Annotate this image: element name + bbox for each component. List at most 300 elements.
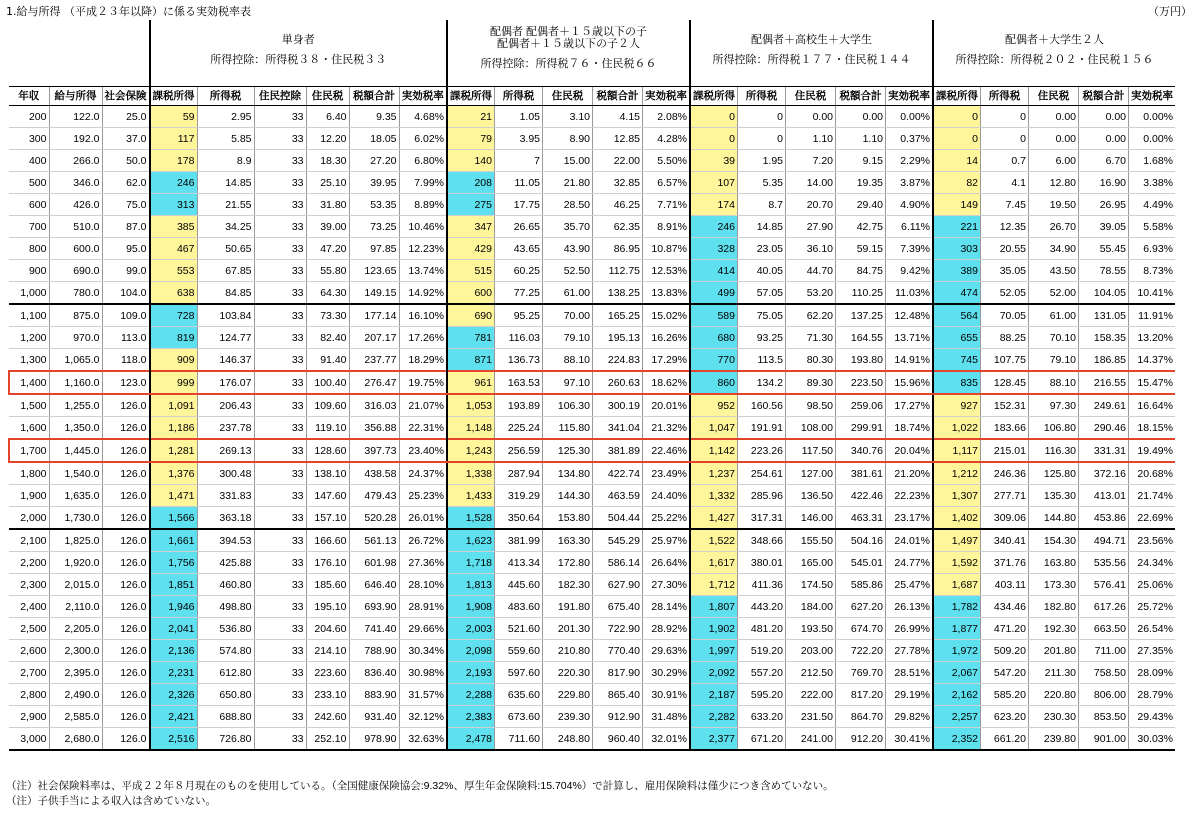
footnote: （注）社会保険料率は、平成２２年８月現在のものを使用している。（全国健康保険協会:9.32%、厚生年金保険料:15.704%）で計算し、雇用保険料は僅少につき含めていない。: [6, 780, 834, 792]
table-cell: 192.0: [49, 128, 102, 150]
table-cell: 521.60: [495, 618, 543, 640]
table-cell: 559.60: [495, 640, 543, 662]
table-cell: 700: [9, 216, 49, 238]
table-cell: 328: [690, 238, 738, 260]
table-cell: 1,972: [933, 640, 981, 662]
table-cell: 661.20: [981, 728, 1029, 751]
table-cell: 107: [690, 172, 738, 194]
table-cell: 31.80: [306, 194, 349, 216]
table-cell: 95.25: [495, 304, 543, 327]
table-cell: 467: [150, 238, 198, 260]
table-cell: 1,148: [447, 417, 495, 440]
table-row: [9, 728, 1175, 751]
table-cell: 350.64: [495, 507, 543, 530]
table-cell: 25.22%: [643, 507, 691, 530]
table-cell: 1.95: [738, 150, 786, 172]
table-cell: 8.9: [197, 150, 254, 172]
table-cell: 78.55: [1079, 260, 1129, 282]
table-cell: 137.25: [836, 304, 886, 327]
table-cell: 300: [9, 128, 49, 150]
table-cell: 126.0: [102, 417, 150, 440]
table-cell: 650.80: [197, 684, 254, 706]
table-cell: 1,813: [447, 574, 495, 596]
table-cell: 912.20: [836, 728, 886, 751]
table-cell: 381.89: [593, 439, 643, 462]
table-cell: 6.11%: [886, 216, 934, 238]
table-cell: 125.30: [543, 439, 593, 462]
table-cell: 176.07: [197, 371, 254, 394]
table-cell: 17.75: [495, 194, 543, 216]
table-cell: 19.49%: [1129, 439, 1176, 462]
table-cell: 22.00: [593, 150, 643, 172]
column-header: 税額合計: [593, 87, 643, 106]
table-cell: 2,136: [150, 640, 198, 662]
table-cell: 32.85: [593, 172, 643, 194]
table-cell: 23.49%: [643, 462, 691, 485]
table-cell: 126.0: [102, 574, 150, 596]
table-cell: 106.30: [543, 394, 593, 417]
table-cell: 1,160.0: [49, 371, 102, 394]
table-cell: 2.95: [197, 106, 254, 128]
table-cell: 117: [150, 128, 198, 150]
table-cell: 29.82%: [886, 706, 934, 728]
table-cell: 24.34%: [1129, 552, 1176, 574]
table-cell: 216.55: [1079, 371, 1129, 394]
table-cell: 2,490.0: [49, 684, 102, 706]
table-cell: 33: [254, 439, 306, 462]
table-cell: 254.61: [738, 462, 786, 485]
table-cell: 1,300: [9, 349, 49, 372]
table-cell: 25.0: [102, 106, 150, 128]
group-header-single: [150, 20, 448, 87]
table-cell: 113.5: [738, 349, 786, 372]
column-header: 税額合計: [349, 87, 399, 106]
table-cell: 184.00: [786, 596, 836, 618]
table-cell: 19.75%: [399, 371, 447, 394]
table-cell: 12.80: [1029, 172, 1079, 194]
table-cell: 547.20: [981, 662, 1029, 684]
table-row: [9, 327, 1175, 349]
table-cell: 224.83: [593, 349, 643, 372]
table-cell: 33: [254, 728, 306, 751]
table-cell: 1,782: [933, 596, 981, 618]
table-cell: 1,100: [9, 304, 49, 327]
table-cell: 152.31: [981, 394, 1029, 417]
group-title: [450, 26, 687, 50]
table-cell: 239.80: [1029, 728, 1079, 751]
table-cell: 853.50: [1079, 706, 1129, 728]
table-cell: 174.50: [786, 574, 836, 596]
table-cell: 1,338: [447, 462, 495, 485]
table-cell: 10.41%: [1129, 282, 1176, 305]
table-cell: 246: [690, 216, 738, 238]
table-cell: 1,997: [690, 640, 738, 662]
table-cell: 82: [933, 172, 981, 194]
table-cell: 287.94: [495, 462, 543, 485]
table-cell: 12.20: [306, 128, 349, 150]
table-cell: 223.60: [306, 662, 349, 684]
table-cell: 7.99%: [399, 172, 447, 194]
table-cell: 564: [933, 304, 981, 327]
table-cell: 875.0: [49, 304, 102, 327]
table-cell: 2,352: [933, 728, 981, 751]
table-row: [9, 349, 1175, 372]
table-cell: 9.35: [349, 106, 399, 128]
table-cell: 1,065.0: [49, 349, 102, 372]
table-cell: 223.26: [738, 439, 786, 462]
table-cell: 43.50: [1029, 260, 1079, 282]
table-cell: 319.29: [495, 485, 543, 507]
table-cell: 33: [254, 238, 306, 260]
table-cell: 479.43: [349, 485, 399, 507]
table-cell: 32.01%: [643, 728, 691, 751]
table-cell: 27.36%: [399, 552, 447, 574]
table-cell: 31.48%: [643, 706, 691, 728]
table-cell: 182.80: [1029, 596, 1079, 618]
table-cell: 138.10: [306, 462, 349, 485]
table-cell: 70.10: [1029, 327, 1079, 349]
table-cell: 300.48: [197, 462, 254, 485]
table-cell: 1,402: [933, 507, 981, 530]
table-cell: 504.16: [836, 529, 886, 552]
table-cell: 1,047: [690, 417, 738, 440]
table-cell: 26.65: [495, 216, 543, 238]
table-cell: 208: [447, 172, 495, 194]
table-cell: 33: [254, 640, 306, 662]
table-cell: 595.20: [738, 684, 786, 706]
table-cell: 574.80: [197, 640, 254, 662]
table-cell: 13.71%: [886, 327, 934, 349]
table-cell: 655: [933, 327, 981, 349]
table-cell: 400: [9, 150, 49, 172]
table-cell: 1,540.0: [49, 462, 102, 485]
table-cell: 536.80: [197, 618, 254, 640]
column-header-row: [9, 87, 1175, 106]
table-cell: 62.35: [593, 216, 643, 238]
table-cell: 389: [933, 260, 981, 282]
table-cell: 445.60: [495, 574, 543, 596]
table-cell: 149: [933, 194, 981, 216]
table-cell: 207.17: [349, 327, 399, 349]
table-cell: 163.80: [1029, 552, 1079, 574]
table-cell: 15.02%: [643, 304, 691, 327]
table-cell: 2.29%: [886, 150, 934, 172]
table-cell: 53.20: [786, 282, 836, 305]
table-cell: 371.76: [981, 552, 1029, 574]
table-cell: 64.30: [306, 282, 349, 305]
table-cell: 2,680.0: [49, 728, 102, 751]
table-cell: 29.66%: [399, 618, 447, 640]
table-cell: 144.80: [1029, 507, 1079, 530]
table-cell: 1.68%: [1129, 150, 1176, 172]
table-cell: 36.10: [786, 238, 836, 260]
table-cell: 28.51%: [886, 662, 934, 684]
table-cell: 33: [254, 507, 306, 530]
table-row: [9, 150, 1175, 172]
table-cell: 18.15%: [1129, 417, 1176, 440]
table-cell: 1,592: [933, 552, 981, 574]
table-cell: 33: [254, 684, 306, 706]
table-row: [9, 106, 1175, 128]
table-cell: 25.72%: [1129, 596, 1176, 618]
table-cell: 178: [150, 150, 198, 172]
table-row: [9, 485, 1175, 507]
table-cell: 126.0: [102, 485, 150, 507]
table-cell: 82.40: [306, 327, 349, 349]
table-cell: 6.02%: [399, 128, 447, 150]
table-cell: 535.56: [1079, 552, 1129, 574]
table-cell: 57.05: [738, 282, 786, 305]
table-cell: 33: [254, 106, 306, 128]
table-cell: 2,092: [690, 662, 738, 684]
table-cell: 107.75: [981, 349, 1029, 372]
table-cell: 30.91%: [643, 684, 691, 706]
table-cell: 331.83: [197, 485, 254, 507]
table-cell: 1,566: [150, 507, 198, 530]
table-cell: 231.50: [786, 706, 836, 728]
table-cell: 87.0: [102, 216, 150, 238]
table-cell: 23.40%: [399, 439, 447, 462]
group-title-line: 配偶者＋１５歳以下の子２人: [497, 38, 640, 50]
table-cell: 186.85: [1079, 349, 1129, 372]
table-cell: 1,332: [690, 485, 738, 507]
table-cell: 638: [150, 282, 198, 305]
table-cell: 126.0: [102, 684, 150, 706]
table-cell: 341.04: [593, 417, 643, 440]
table-cell: 711.00: [1079, 640, 1129, 662]
table-cell: 165.25: [593, 304, 643, 327]
table-cell: 5.50%: [643, 150, 691, 172]
table-cell: 453.86: [1079, 507, 1129, 530]
table-cell: 5.35: [738, 172, 786, 194]
table-cell: 865.40: [593, 684, 643, 706]
table-cell: 21: [447, 106, 495, 128]
table-cell: 16.64%: [1129, 394, 1176, 417]
table-cell: 135.30: [1029, 485, 1079, 507]
table-cell: 79.10: [1029, 349, 1079, 372]
table-cell: 2,288: [447, 684, 495, 706]
table-cell: 927: [933, 394, 981, 417]
table-title: 1.給与所得 （平成２３年以降）に係る実効税率表: [6, 5, 251, 18]
table-cell: 70.05: [981, 304, 1029, 327]
table-row: [9, 260, 1175, 282]
table-cell: 24.40%: [643, 485, 691, 507]
table-cell: 425.88: [197, 552, 254, 574]
table-row: [9, 394, 1175, 417]
column-header: 実効税率: [643, 87, 691, 106]
table-cell: 17.26%: [399, 327, 447, 349]
column-header: 課税所得: [933, 87, 981, 106]
table-cell: 106.80: [1029, 417, 1079, 440]
table-cell: 93.25: [738, 327, 786, 349]
table-cell: 0: [738, 128, 786, 150]
table-cell: 2,900: [9, 706, 49, 728]
column-header: 給与所得: [49, 87, 102, 106]
table-cell: 1,946: [150, 596, 198, 618]
table-cell: 726.80: [197, 728, 254, 751]
table-cell: 33: [254, 662, 306, 684]
table-cell: 860: [690, 371, 738, 394]
table-cell: 3.87%: [886, 172, 934, 194]
table-cell: 499: [690, 282, 738, 305]
table-cell: 40.05: [738, 260, 786, 282]
table-cell: 4.1: [981, 172, 1029, 194]
table-cell: 1,500: [9, 394, 49, 417]
table-cell: 17.27%: [886, 394, 934, 417]
table-cell: 19.35: [836, 172, 886, 194]
table-cell: 0.37%: [886, 128, 934, 150]
table-cell: 510.0: [49, 216, 102, 238]
table-cell: 2,110.0: [49, 596, 102, 618]
table-cell: 1,902: [690, 618, 738, 640]
table-cell: 52.00: [1029, 282, 1079, 305]
table-cell: 195.10: [306, 596, 349, 618]
table-cell: 403.11: [981, 574, 1029, 596]
column-header: 年収: [9, 87, 49, 106]
table-cell: 33: [254, 150, 306, 172]
table-cell: 26.54%: [1129, 618, 1176, 640]
table-cell: 122.0: [49, 106, 102, 128]
table-cell: 28.09%: [1129, 662, 1176, 684]
table-cell: 0: [738, 106, 786, 128]
table-cell: 0.7: [981, 150, 1029, 172]
table-cell: 144.30: [543, 485, 593, 507]
blank-corner: [9, 20, 150, 87]
table-cell: 285.96: [738, 485, 786, 507]
table-cell: 97.85: [349, 238, 399, 260]
column-header: 住民税: [543, 87, 593, 106]
table-cell: 2,421: [150, 706, 198, 728]
table-cell: 126.0: [102, 462, 150, 485]
table-cell: 21.80: [543, 172, 593, 194]
table-cell: 33: [254, 706, 306, 728]
table-cell: 146.00: [786, 507, 836, 530]
table-row: [9, 172, 1175, 194]
table-cell: 22.46%: [643, 439, 691, 462]
table-cell: 192.30: [1029, 618, 1079, 640]
table-cell: 146.37: [197, 349, 254, 372]
table-cell: 2,383: [447, 706, 495, 728]
table-cell: 25.06%: [1129, 574, 1176, 596]
table-cell: 1,600: [9, 417, 49, 440]
table-cell: 26.01%: [399, 507, 447, 530]
table-cell: 0.00: [1029, 106, 1079, 128]
table-cell: 116.03: [495, 327, 543, 349]
table-cell: 2,516: [150, 728, 198, 751]
table-cell: 126.0: [102, 662, 150, 684]
table-cell: 673.60: [495, 706, 543, 728]
table-cell: 99.0: [102, 260, 150, 282]
table-cell: 481.20: [738, 618, 786, 640]
table-cell: 9.15: [836, 150, 886, 172]
table-cell: 193.50: [786, 618, 836, 640]
table-cell: 222.00: [786, 684, 836, 706]
table-cell: 97.30: [1029, 394, 1079, 417]
table-cell: 0.00: [786, 106, 836, 128]
column-header: 所得税: [981, 87, 1029, 106]
table-cell: 0: [981, 128, 1029, 150]
table-cell: 86.95: [593, 238, 643, 260]
table-cell: 2.08%: [643, 106, 691, 128]
table-cell: 2,377: [690, 728, 738, 751]
table-cell: 422.74: [593, 462, 643, 485]
table-cell: 26.70: [1029, 216, 1079, 238]
table-cell: 8.7: [738, 194, 786, 216]
table-cell: 220.80: [1029, 684, 1079, 706]
table-cell: 463.59: [593, 485, 643, 507]
table-cell: 109.0: [102, 304, 150, 327]
table-row: [9, 304, 1175, 327]
table-cell: 0.00%: [886, 106, 934, 128]
table-cell: 33: [254, 371, 306, 394]
table-cell: 37.0: [102, 128, 150, 150]
table-cell: 113.0: [102, 327, 150, 349]
table-cell: 14.37%: [1129, 349, 1176, 372]
table-cell: 8.91%: [643, 216, 691, 238]
table-cell: 1,623: [447, 529, 495, 552]
table-cell: 2,231: [150, 662, 198, 684]
table-cell: 25.97%: [643, 529, 691, 552]
table-cell: 47.20: [306, 238, 349, 260]
table-cell: 15.47%: [1129, 371, 1176, 394]
table-cell: 42.75: [836, 216, 886, 238]
table-cell: 22.69%: [1129, 507, 1176, 530]
table-row: [9, 371, 1175, 394]
table-cell: 769.70: [836, 662, 886, 684]
table-cell: 124.77: [197, 327, 254, 349]
table-cell: 15.96%: [886, 371, 934, 394]
table-cell: 960.40: [593, 728, 643, 751]
table-cell: 397.73: [349, 439, 399, 462]
table-cell: 978.90: [349, 728, 399, 751]
table-cell: 201.80: [1029, 640, 1079, 662]
table-cell: 7.39%: [886, 238, 934, 260]
table-cell: 434.46: [981, 596, 1029, 618]
table-cell: 214.10: [306, 640, 349, 662]
table-cell: 30.29%: [643, 662, 691, 684]
table-cell: 1,908: [447, 596, 495, 618]
table-cell: 157.10: [306, 507, 349, 530]
table-cell: 317.31: [738, 507, 786, 530]
table-cell: 116.30: [1029, 439, 1079, 462]
table-cell: 519.20: [738, 640, 786, 662]
table-cell: 33: [254, 529, 306, 552]
table-cell: 136.50: [786, 485, 836, 507]
table-cell: 108.00: [786, 417, 836, 440]
table-cell: 2,162: [933, 684, 981, 706]
table-cell: 1,730.0: [49, 507, 102, 530]
table-cell: 27.90: [786, 216, 836, 238]
table-cell: 39.00: [306, 216, 349, 238]
table-cell: 147.60: [306, 485, 349, 507]
table-cell: 0: [933, 106, 981, 128]
table-cell: 158.35: [1079, 327, 1129, 349]
table-cell: 26.13%: [886, 596, 934, 618]
table-cell: 126.0: [102, 439, 150, 462]
table-cell: 1,022: [933, 417, 981, 440]
table-row: [9, 216, 1175, 238]
table-cell: 104.05: [1079, 282, 1129, 305]
table-cell: 299.91: [836, 417, 886, 440]
table-cell: 372.16: [1079, 462, 1129, 485]
table-cell: 1,212: [933, 462, 981, 485]
table-cell: 134.2: [738, 371, 786, 394]
table-cell: 123.65: [349, 260, 399, 282]
table-cell: 770.40: [593, 640, 643, 662]
table-cell: 176.10: [306, 552, 349, 574]
table-cell: 53.35: [349, 194, 399, 216]
table-cell: 20.04%: [886, 439, 934, 462]
